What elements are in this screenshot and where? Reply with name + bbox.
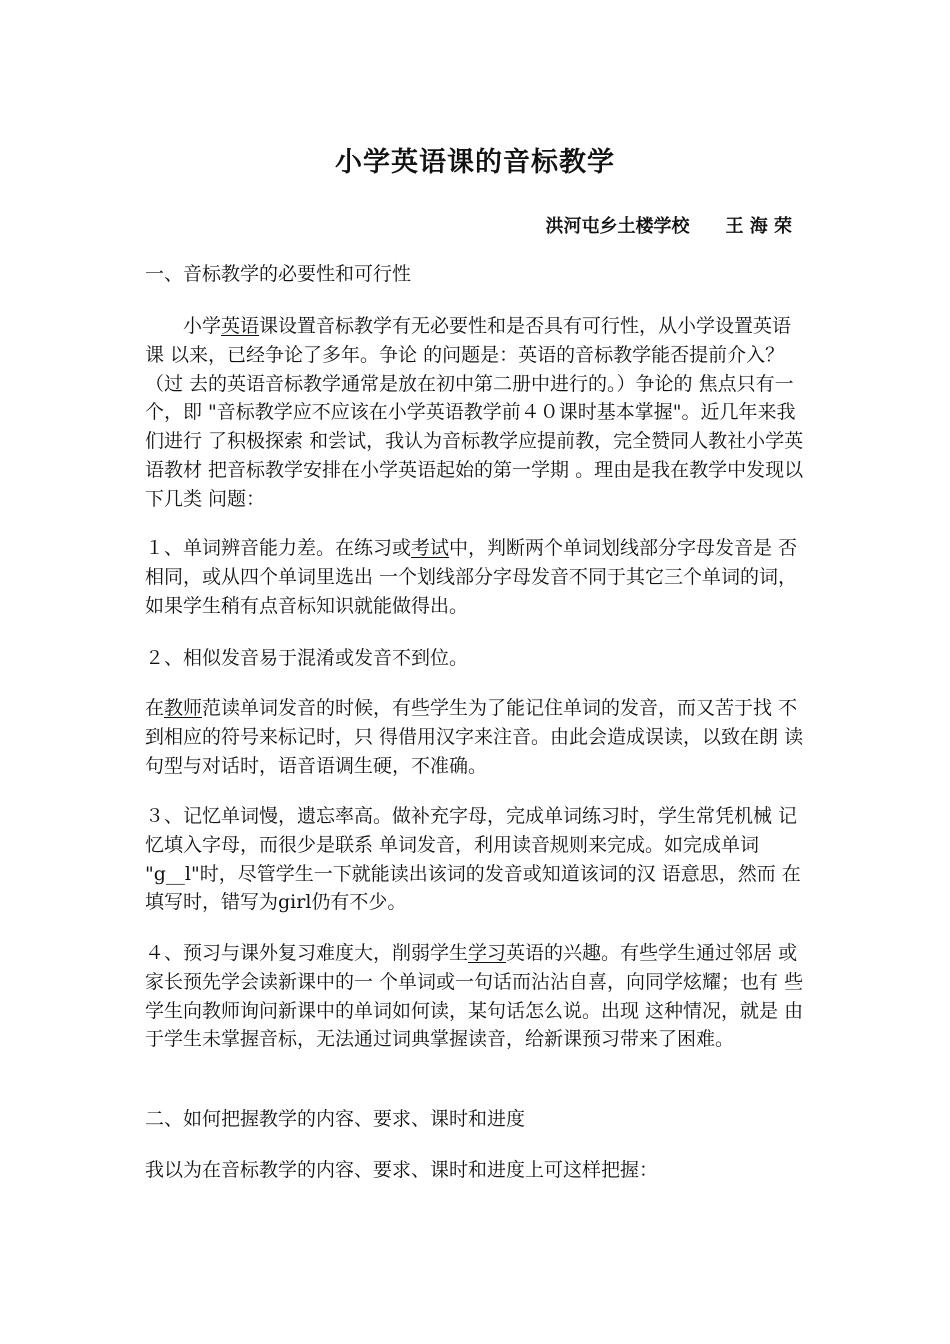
paragraph-1 xyxy=(145,312,805,514)
section-heading-1: 一、音标教学的必要性和可行性 xyxy=(145,263,412,285)
paragraph-2 xyxy=(145,534,805,620)
link-exam[interactable]: 考试 xyxy=(411,537,450,559)
link-teacher[interactable]: 教师 xyxy=(164,697,203,719)
paragraph-text: 在 xyxy=(145,697,165,719)
paragraph-text: １、单词辨音能力差。在练习或 xyxy=(145,537,412,559)
paragraph-6 xyxy=(145,939,805,1054)
link-study[interactable]: 学习 xyxy=(468,942,507,964)
paragraph-text: 中，判断两个单词划线部分字母发音是 否相同，或从四个单词里选出 一个划线部分字母发音不同于其它三个单词的词， 如果学生稍有点音标知识就能做得出。 xyxy=(145,537,798,617)
paragraph-text: 英语的兴趣。有些学生通过邻居 或家长预先学会读新课中的一 个单词或一句话而沾沾自喜，向同学炫耀；也有 些学生向教师询问新课中的单词如何读，某句话怎么说。出现 这种情况，就是 由于学生未掌握音标，无法通过词典掌握读音，给新课预习带来了困难。 xyxy=(145,942,804,1051)
paragraph-4 xyxy=(145,694,805,780)
author-byline: 洪河屯乡土楼学校 王 海 荣 xyxy=(545,216,792,237)
paragraph-text: 范读单词发音的时候，有些学生为了能记住单词的发音，而又苦于找 不到相应的符号来标记时，只 得借用汉字来注音。由此会造成误读，以致在朗 读句型与对话时，语音语调生硬，不准确。 xyxy=(145,697,804,777)
paragraph-5: ３、记忆单词慢，遗忘率高。做补充字母，完成单词练习时，学生常凭机械 记忆填入字母，而很少是联系 单词发音，利用读音规则来完成。如完成单词 "g__l"时，尽管学生一下就能读出该词的发音或知道该词的汉 语意思，然而 在填写时，错写为girl仍有不少。 xyxy=(145,805,801,914)
link-english[interactable]: 英语 xyxy=(221,315,260,337)
paragraph-3: ２、相似发音易于混淆或发音不到位。 xyxy=(145,647,469,669)
paragraph-7: 我以为在音标教学的内容、要求、课时和进度上可这样把握： xyxy=(145,1159,659,1181)
paragraph-text: ４、预习与课外复习难度大，削弱学生 xyxy=(145,942,469,964)
page-title: 小学英语课的音标教学 xyxy=(335,147,615,178)
section-heading-2: 二、如何把握教学的内容、要求、课时和进度 xyxy=(145,1108,526,1130)
paragraph-text: 小学 xyxy=(183,315,222,337)
paragraph-text: 课设置音标教学有无必要性和是否具有可行性，从小学设置英语课 以来，已经争论了多年。争论 的问题是：英语的音标教学能否提前介入？（过 去的英语音标教学通常是放在初中第二册中进行的。）争论的 焦点只有一个，即 "音标教学应不应该在小学英语教学前４０课时基本掌握"。近几年来我们进行 了积极探索 和尝试，我认为音标教学应提前教，完全赞同人教社小学英语教材 把音标教学安排在小学英语起始的第一学期 。理由是我在教学中发现以下几类 问题： xyxy=(145,315,804,510)
